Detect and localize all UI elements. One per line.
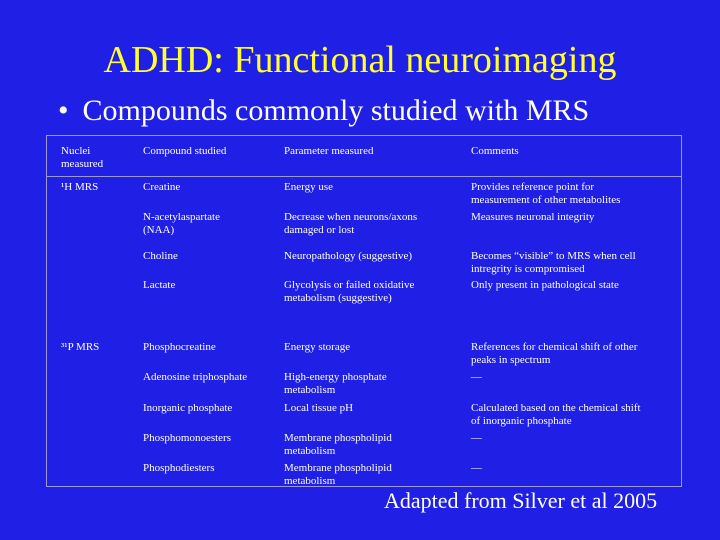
cell-line: References for chemical shift of other bbox=[471, 341, 638, 353]
bullet-text: Compounds commonly studied with MRS bbox=[82, 94, 590, 127]
cell-line: Creatine bbox=[143, 181, 181, 193]
header-compound: Compound studied bbox=[143, 145, 227, 157]
cell-line: Measures neuronal integrity bbox=[471, 211, 595, 223]
nuclei-31p: ³¹P MRS bbox=[61, 341, 100, 353]
header-nuclei bbox=[61, 145, 103, 171]
cell-line: Phosphodiesters bbox=[143, 462, 215, 474]
cell-parameter-row-8 bbox=[284, 462, 392, 488]
nuclei-1h: ¹H MRS bbox=[61, 181, 99, 193]
cell-line: of inorganic phosphate bbox=[471, 415, 572, 427]
bullet-dot: • bbox=[58, 94, 69, 127]
cell-comments-row-5 bbox=[471, 371, 482, 384]
cell-compound-row-0 bbox=[143, 181, 180, 194]
cell-line: Becomes “visible” to MRS when cell bbox=[471, 250, 636, 262]
cell-line: — bbox=[471, 462, 482, 474]
cell-line: Membrane phospholipid bbox=[284, 432, 392, 444]
cell-line: — bbox=[471, 432, 482, 444]
cell-line: intregrity is compromised bbox=[471, 263, 585, 275]
cell-compound-row-7 bbox=[143, 432, 231, 445]
source-credit: Adapted from Silver et al 2005 bbox=[384, 488, 658, 513]
cell-line: Glycolysis or failed oxidative bbox=[284, 279, 415, 291]
cell-line: Phosphocreatine bbox=[143, 341, 216, 353]
cell-line: — bbox=[471, 371, 482, 383]
cell-line: metabolism bbox=[284, 475, 336, 487]
cell-line: Lactate bbox=[143, 279, 176, 291]
cell-compound-row-5 bbox=[143, 371, 247, 384]
cell-line: (NAA) bbox=[143, 224, 175, 236]
cell-compound-row-8 bbox=[143, 462, 215, 475]
cell-line: Adenosine triphosphate bbox=[143, 371, 248, 383]
cell-parameter-row-5 bbox=[284, 371, 387, 397]
cell-parameter-row-7 bbox=[284, 432, 392, 458]
cell-parameter-row-6 bbox=[284, 402, 353, 415]
cell-compound-row-6 bbox=[143, 402, 232, 415]
cell-line: Decrease when neurons/axons bbox=[284, 211, 418, 223]
cell-line: metabolism (suggestive) bbox=[284, 292, 392, 304]
cell-compound-row-3 bbox=[143, 279, 175, 292]
cell-comments-row-3 bbox=[471, 279, 619, 292]
cell-line: damaged or lost bbox=[284, 224, 355, 236]
bullet-line bbox=[58, 94, 589, 128]
cell-line: Only present in pathological state bbox=[471, 279, 619, 291]
cell-comments-row-2 bbox=[471, 250, 636, 276]
cell-line: N-acetylaspartate bbox=[143, 211, 220, 223]
mrs-compounds-table bbox=[46, 135, 682, 487]
cell-parameter-row-2 bbox=[284, 250, 412, 263]
cell-comments-row-6 bbox=[471, 402, 641, 428]
cell-parameter-row-3 bbox=[284, 279, 414, 305]
cell-line: Neuropathology (suggestive) bbox=[284, 250, 412, 262]
cell-comments-row-7 bbox=[471, 432, 482, 445]
cell-comments-row-0 bbox=[471, 181, 620, 207]
cell-line: measurement of other metabolites bbox=[471, 194, 621, 206]
cell-comments-row-4 bbox=[471, 341, 637, 367]
cell-line: metabolism bbox=[284, 445, 336, 457]
cell-line: Energy storage bbox=[284, 341, 351, 353]
cell-line: Energy use bbox=[284, 181, 333, 193]
header-nuclei-line2: measured bbox=[61, 158, 104, 170]
header-nuclei-line1: Nuclei bbox=[61, 145, 91, 157]
cell-line: Provides reference point for bbox=[471, 181, 595, 193]
cell-compound-row-4 bbox=[143, 341, 216, 354]
cell-line: peaks in spectrum bbox=[471, 354, 551, 366]
cell-line: Local tissue pH bbox=[284, 402, 354, 414]
cell-line: High-energy phosphate bbox=[284, 371, 387, 383]
slide-title: ADHD: Functional neuroimaging bbox=[103, 39, 617, 81]
cell-line: Membrane phospholipid bbox=[284, 462, 392, 474]
cell-line: Choline bbox=[143, 250, 178, 262]
cell-line: Calculated based on the chemical shift bbox=[471, 402, 641, 414]
header-parameter: Parameter measured bbox=[284, 145, 374, 157]
cell-parameter-row-0 bbox=[284, 181, 333, 194]
cell-compound-row-1 bbox=[143, 211, 220, 237]
cell-comments-row-8 bbox=[471, 462, 482, 475]
cell-parameter-row-1 bbox=[284, 211, 417, 237]
cell-parameter-row-4 bbox=[284, 341, 350, 354]
cell-line: Phosphomonoesters bbox=[143, 432, 231, 444]
cell-line: metabolism bbox=[284, 384, 336, 396]
header-divider bbox=[47, 176, 681, 177]
cell-comments-row-1 bbox=[471, 211, 594, 224]
header-comments: Comments bbox=[471, 145, 519, 157]
cell-compound-row-2 bbox=[143, 250, 178, 263]
cell-line: Inorganic phosphate bbox=[143, 402, 233, 414]
